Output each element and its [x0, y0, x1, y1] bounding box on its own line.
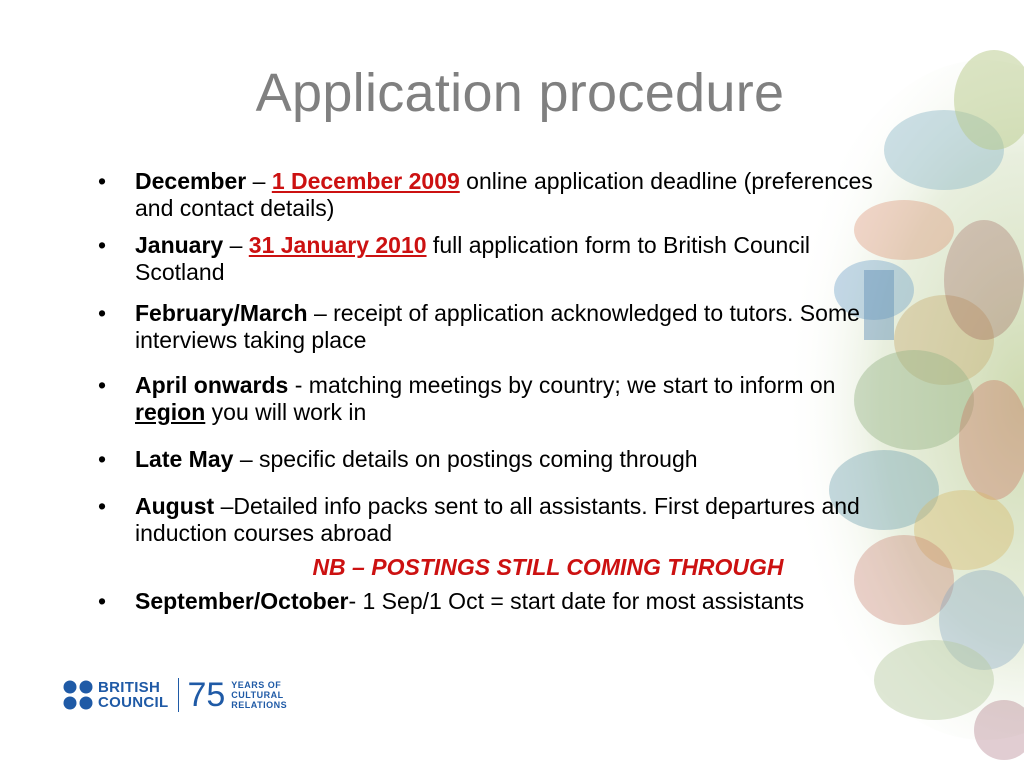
item-text: – receipt of application acknowledged to tutors. Some interviews taking place — [135, 300, 860, 353]
anniversary-line-2: CULTURAL — [231, 690, 284, 700]
bullet-glyph: • — [98, 168, 107, 194]
item-text: full application form to British Council Scotland — [135, 232, 811, 285]
bullet-glyph: • — [98, 232, 107, 258]
deadline-date: 1 December 2009 — [271, 168, 460, 194]
item-text: - matching meetings by country; we start to inform on — [288, 372, 836, 398]
item-separator: – — [246, 168, 272, 194]
list-item — [98, 585, 888, 617]
region-emphasis: region — [135, 399, 206, 425]
item-label: Late May — [135, 446, 234, 472]
bullet-glyph: • — [98, 493, 107, 519]
anniversary-line-3: RELATIONS — [231, 700, 288, 710]
list-item — [98, 446, 888, 473]
logo-divider — [178, 678, 179, 712]
item-text: you will work in — [205, 399, 367, 425]
list-item — [98, 372, 888, 426]
item-label: August — [135, 493, 215, 519]
anniversary-line-1: YEARS OF — [231, 680, 282, 690]
item-label: December — [135, 168, 247, 194]
item-separator: – — [223, 232, 249, 258]
list-item — [98, 232, 888, 286]
item-text: – specific details on postings coming through — [233, 446, 698, 472]
british-council-logo — [62, 677, 287, 713]
anniversary-number: 75 — [187, 676, 226, 714]
bullet-glyph: • — [98, 372, 107, 398]
item-label: January — [135, 232, 224, 258]
item-label: April onwards — [135, 372, 289, 398]
british-council-dots-icon — [62, 679, 94, 711]
bullet-glyph: • — [98, 300, 107, 326]
anniversary-text — [231, 680, 287, 710]
bullet-glyph: • — [98, 446, 107, 472]
slide-title: Application procedure — [255, 63, 785, 123]
bullet-glyph: • — [98, 588, 107, 614]
logo-wordmark — [98, 680, 168, 710]
item-text: –Detailed info packs sent to all assistants. First departures and induction courses abroad — [135, 493, 860, 546]
item-label: September/October — [135, 588, 349, 614]
item-text: online application deadline (preferences and contact details) — [135, 168, 873, 221]
bullet-list — [98, 168, 888, 617]
item-text: - 1 Sep/1 Oct = start date for most assistants — [348, 588, 805, 614]
list-item — [98, 300, 888, 354]
logo-line-1: BRITISH — [98, 679, 161, 696]
list-item — [98, 168, 888, 222]
item-label: February/March — [135, 300, 308, 326]
logo-line-2: COUNCIL — [98, 694, 169, 711]
list-item — [98, 493, 888, 547]
postings-note: NB – POSTINGS STILL COMING THROUGH — [312, 554, 784, 580]
deadline-date: 31 January 2010 — [248, 232, 427, 258]
